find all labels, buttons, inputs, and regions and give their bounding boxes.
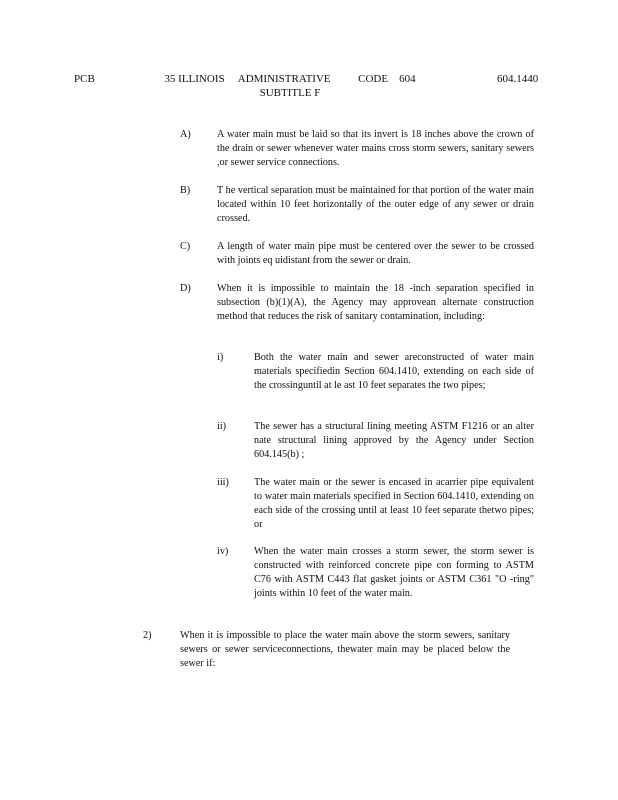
subparagraph-ii-text: The sewer has a structural lining meeting ASTM F1216 or an alter nate structural lining approved by the Agency under Section 604.145(b) ; <box>254 421 534 460</box>
paragraph-2-text: When it is impossible to place the water main above the storm sewers, sanitary sewers or sewer serviceconnections, thewater main may be placed below the sewer if: <box>180 630 510 669</box>
paragraph-2-label: 2) <box>143 630 152 641</box>
subparagraph-i-label: i) <box>217 352 224 363</box>
paragraph-b-label: B) <box>180 185 191 196</box>
header-right: 604.1440 <box>497 73 539 85</box>
subparagraph-i-text: Both the water main and sewer areconstructed of water main materials specifiedin Section 604.1410, extending on each side of the crossinguntil at le ast 10 feet separates the two pipes; <box>254 352 534 391</box>
subparagraph-iii-label: iii) <box>217 477 229 488</box>
paragraph-a-label: A) <box>180 129 191 140</box>
paragraph-c-text: A length of water main pipe must be centered over the sewer to be crossed with joints eq uidistant from the sewer or drain. <box>217 241 534 266</box>
paragraph-c-label: C) <box>180 241 191 252</box>
subparagraph-iv-label: iv) <box>217 546 229 557</box>
header-center-line2: SUBTITLE F <box>259 87 321 99</box>
subparagraph-iii-text: The water main or the sewer is encased in acarrier pipe equivalent to water main materials specified in Section 604.1410, extending on each side of the crossing until at least 10 feet separate thetwo pipes; or <box>254 477 534 530</box>
paragraph-d-text: When it is impossible to maintain the 18 -inch separation specified in subsection (b)(1)(A), the Agency may approvean alternate construction method that reduces the risk of sanitary contamination, including: <box>217 283 534 322</box>
paragraph-d-label: D) <box>180 283 191 294</box>
header-left: PCB <box>74 73 95 85</box>
paragraph-b-text: T he vertical separation must be maintained for that portion of the water main located within 10 feet horizontally of the outer edge of any sewer or drain crossed. <box>217 185 534 224</box>
subparagraph-ii-label: ii) <box>217 421 227 432</box>
subparagraph-iv-text: When the water main crosses a storm sewer, the storm sewer is constructed with reinforced concrete pipe con forming to ASTM C76 with ASTM C443 flat gasket joints or ASTM C361 "O -ring" joints within 10 feet of the water main. <box>254 546 534 599</box>
header-center-line1: 35 ILLINOIS ADMINISTRATIVE CODE 604 <box>164 73 416 85</box>
paragraph-a-text: A water main must be laid so that its invert is 18 inches above the crown of the drain or sewer whenever water mains cross storm sewers, sanitary sewers ,or sewer service connections. <box>217 129 534 168</box>
